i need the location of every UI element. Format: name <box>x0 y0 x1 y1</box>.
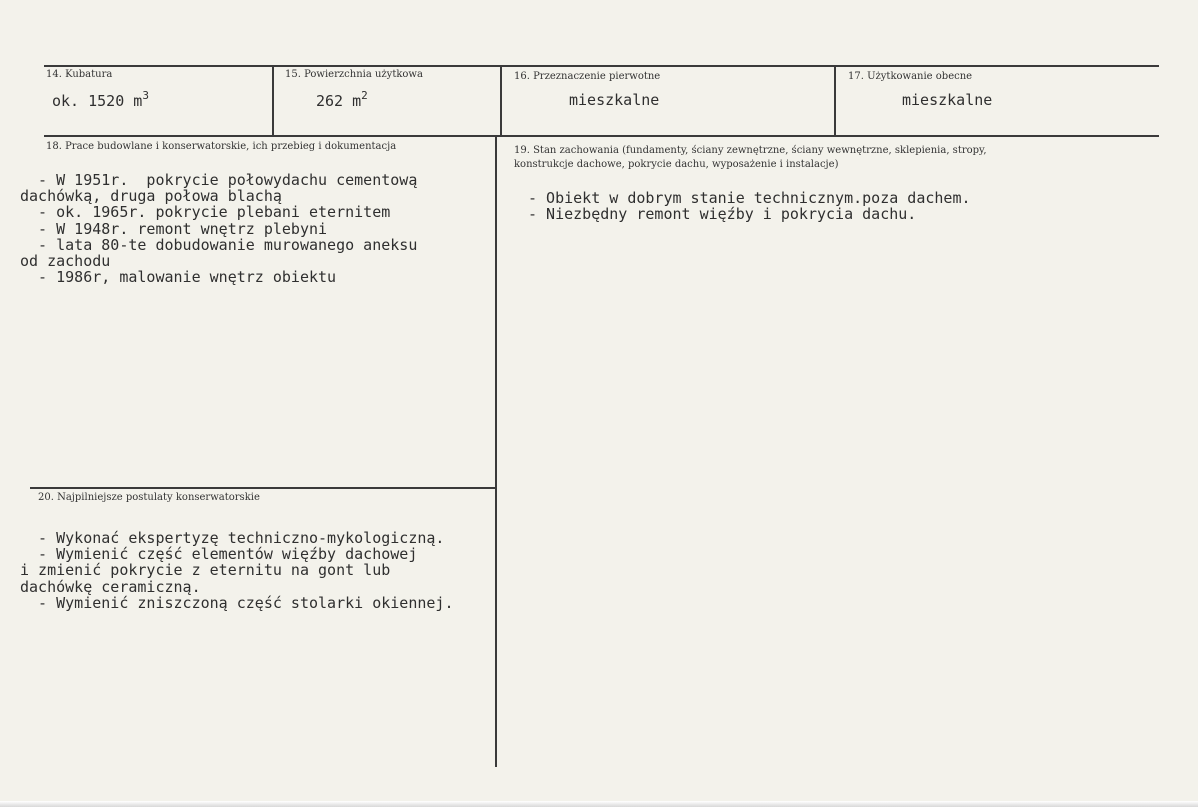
kubatura-label: 14. Kubatura <box>46 69 113 80</box>
section-20-rule <box>30 487 497 489</box>
powierzchnia-number: 262 m <box>316 92 362 110</box>
stan-label: 19. Stan zachowania (fundamenty, ściany zewnętrzne, ściany wewnętrzne, sklepienia, stropy, konstrukcje dachowe, pokrycie dachu, wyposażenie i instalacje) <box>514 145 987 170</box>
przeznaczenie-value: mieszkalne <box>569 91 660 109</box>
column-divider-1 <box>272 65 274 137</box>
prace-line: - lata 80-te dobudowanie murowanego aneksu <box>20 235 418 254</box>
prace-line: - 1986r, malowanie wnętrz obiektu <box>20 268 337 287</box>
prace-label: 18. Prace budowlane i konserwatorskie, ich przebieg i dokumentacja <box>46 141 397 152</box>
postulaty-line: i zmienić pokrycie z eternitu na gont lub <box>20 561 391 580</box>
postulaty-text <box>20 530 453 611</box>
powierzchnia-value <box>316 89 368 110</box>
scan-bottom-edge <box>0 801 1198 807</box>
postulaty-line: dachówkę ceramiczną. <box>20 577 201 596</box>
powierzchnia-label: 15. Powierzchnia użytkowa <box>285 69 423 80</box>
uzytkowanie-label: 17. Użytkowanie obecne <box>848 71 973 82</box>
postulaty-label: 20. Najpilniejsze postulaty konserwatorskie <box>38 492 260 503</box>
stan-line: - Obiekt w dobrym stanie technicznym.poza dachem. <box>528 189 971 207</box>
column-divider-2 <box>500 65 502 137</box>
kubatura-number: ok. 1520 m <box>52 92 143 110</box>
center-divider <box>495 137 497 767</box>
uzytkowanie-value: mieszkalne <box>902 91 993 109</box>
stan-line: - Niezbędny remont więźby i pokrycia dachu. <box>528 205 917 224</box>
kubatura-value <box>52 89 149 110</box>
powierzchnia-exponent: 2 <box>361 89 368 102</box>
postulaty-line: - Wymienić zniszczoną część stolarki okiennej. <box>20 593 454 612</box>
przeznaczenie-label: 16. Przeznaczenie pierwotne <box>514 71 661 82</box>
postulaty-line: - Wymienić część elementów więźby dachowej <box>20 545 418 564</box>
prace-line: - W 1951r. pokrycie połowydachu cementową <box>20 171 418 189</box>
row-divider <box>44 135 1159 137</box>
top-rule <box>44 65 1159 67</box>
column-divider-3 <box>834 65 836 137</box>
stan-text <box>528 190 971 222</box>
prace-line: od zachodu <box>20 252 111 271</box>
prace-text <box>20 172 417 285</box>
prace-line: dachówką, druga połowa blachą <box>20 187 282 206</box>
prace-line: - ok. 1965r. pokrycie plebani eternitem <box>20 203 391 222</box>
kubatura-exponent: 3 <box>142 89 149 102</box>
postulaty-line: - Wykonać ekspertyzę techniczno-mykologiczną. <box>20 529 445 547</box>
prace-line: - W 1948r. remont wnętrz plebyni <box>20 219 328 238</box>
